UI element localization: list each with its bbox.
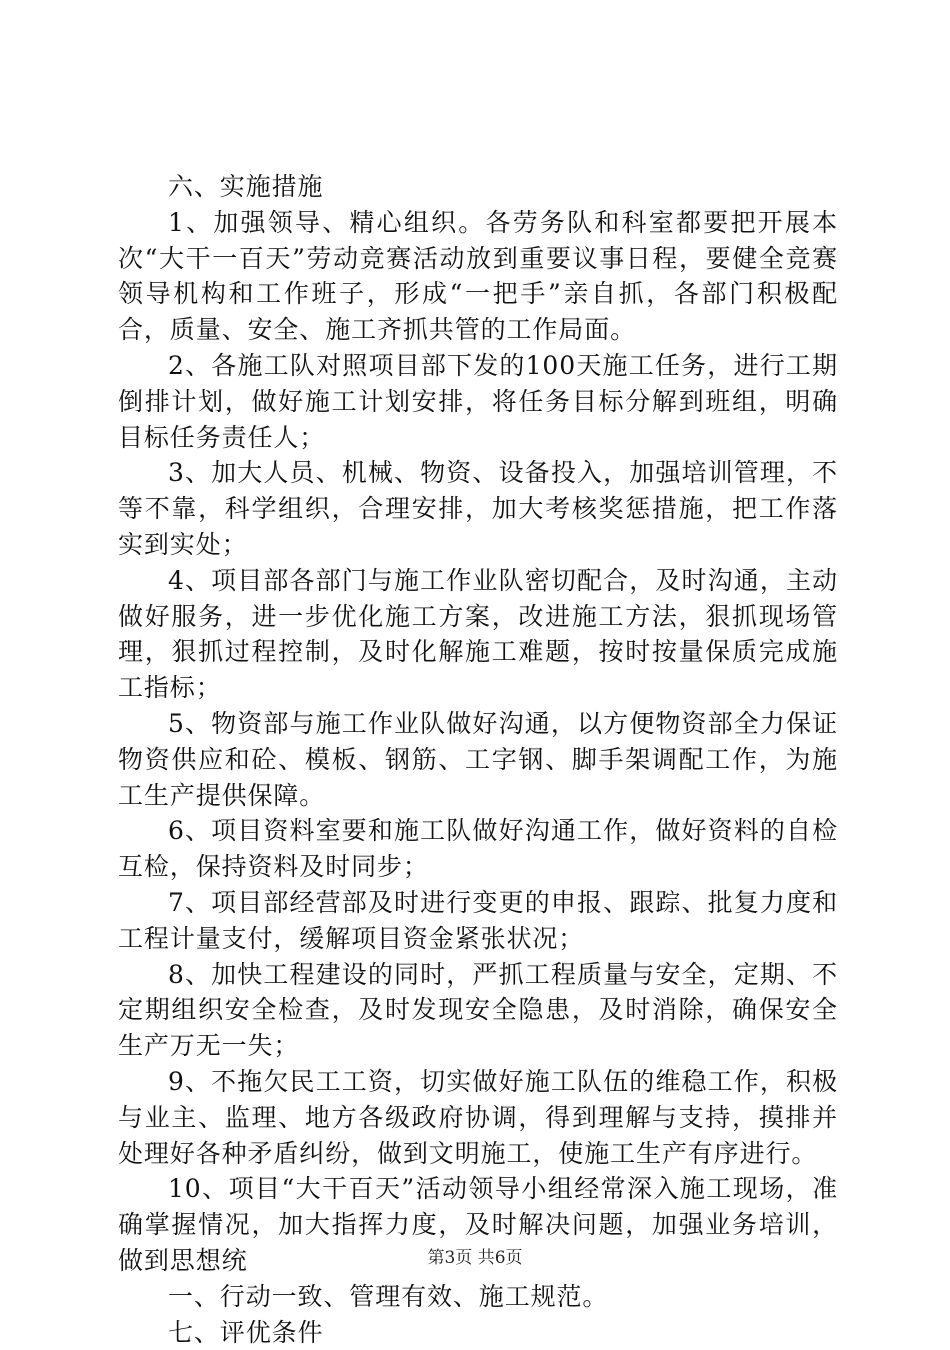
paragraph-continuation: 一、行动一致、管理有效、施工规范。 [118, 1279, 838, 1315]
paragraph-item-3: 3、加大人员、机械、物资、设备投入，加强培训管理，不等不靠，科学组织，合理安排，加大考核奖惩措施，把工作落实到实处； [118, 455, 838, 562]
paragraph-item-8: 8、加快工程建设的同时，严抓工程质量与安全，定期、不定期组织安全检查，及时发现安全隐患，及时消除，确保安全生产万无一失； [118, 957, 838, 1064]
section-heading-measures: 六、实施措施 [118, 169, 838, 205]
paragraph-item-7: 7、项目部经营部及时进行变更的申报、跟踪、批复力度和工程计量支付，缓解项目资金紧张状况； [118, 885, 838, 957]
section-heading-criteria: 七、评优条件 [118, 1315, 838, 1350]
paragraph-item-5: 5、物资部与施工作业队做好沟通，以方便物资部全力保证物资供应和砼、模板、钢筋、工字钢、脚手架调配工作，为施工生产提供保障。 [118, 706, 838, 813]
paragraph-item-6: 6、项目资料室要和施工队做好沟通工作，做好资料的自检互检，保持资料及时同步； [118, 813, 838, 885]
paragraph-item-9: 9、不拖欠民工工资，切实做好施工队伍的维稳工作，积极与业主、监理、地方各级政府协调，得到理解与支持，摸排并处理好各种矛盾纠纷，做到文明施工，使施工生产有序进行。 [118, 1064, 838, 1171]
document-body [118, 169, 838, 1350]
paragraph-item-2: 2、各施工队对照项目部下发的100天施工任务，进行工期倒排计划，做好施工计划安排，将任务目标分解到班组，明确目标任务责任人； [118, 348, 838, 455]
paragraph-item-10: 10、项目“大干百天”活动领导小组经常深入施工现场，准确掌握情况，加大指挥力度，及时解决问题，加强业务培训，做到思想统 [118, 1171, 838, 1278]
paragraph-item-4: 4、项目部各部门与施工作业队密切配合，及时沟通，主动做好服务，进一步优化施工方案，改进施工方法，狠抓现场管理，狠抓过程控制，及时化解施工难题，按时按量保质完成施工指标； [118, 563, 838, 706]
page-number-footer: 第3页 共6页 [0, 1243, 950, 1268]
paragraph-item-1: 1、加强领导、精心组织。各劳务队和科室都要把开展本次“大干一百天”劳动竞赛活动放到重要议事日程，要健全竞赛领导机构和工作班子，形成“一把手”亲自抓，各部门积极配合，质量、安全、施工齐抓共管的工作局面。 [118, 205, 838, 348]
